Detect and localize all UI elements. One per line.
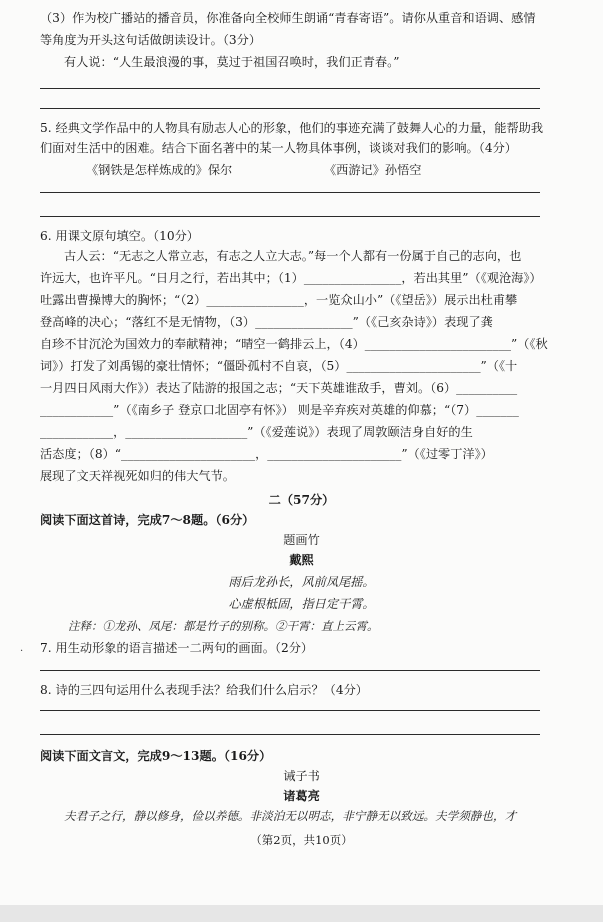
- q6-line: 吐露出曹操博大的胸怀；“（2）________________，一览众山小”（《望岳》）展示出杜甫攀: [40, 293, 518, 307]
- classical-text-line1: 夫君子之行，静以修身，俭以养德。非淡泊无以明志，非宁静无以致远。夫学须静也，才: [64, 809, 517, 823]
- answer-line: [40, 710, 540, 711]
- poem-note: 注释：①龙孙、凤尾：都是竹子的别称。②干霄：直上云霄。: [68, 619, 379, 633]
- section-title: 二（57分）: [268, 493, 335, 507]
- poem-author: 戴熙: [289, 553, 314, 567]
- q6-line: 一月四日风雨大作》）表达了陆游的报国之志；“天下英雄谁敌手，曹刘。（6）__________: [40, 381, 518, 395]
- q5-book2: 《西游记》孙悟空: [324, 163, 422, 177]
- q5-line1: 5. 经典文学作品中的人物具有励志人心的形象，他们的事迹充满了鼓舞人心的力量，能帮助我: [40, 121, 544, 135]
- q3-quote: 有人说：“人生最浪漫的事，莫过于祖国召唤时，我们正青春。”: [64, 55, 400, 69]
- poem-line2: 心虚根柢固，指日定干霄。: [228, 597, 375, 611]
- stray-mark: ·: [20, 646, 24, 657]
- poem-reading-intro: 阅读下面这首诗，完成7～8题。（6分）: [40, 513, 255, 527]
- q3-line2: 等角度为开头这句话做朗读设计。（3分）: [40, 33, 262, 47]
- q6-line: 许远大，也许平凡。“日月之行，若出其中；（1）________________，若出其里”（《观沧海》）: [40, 271, 542, 285]
- poem-line1: 雨后龙孙长，风前凤尾摇。: [228, 575, 375, 589]
- q6-line: 古人云：“无志之人常立志，有志之人立大志。”每一个人都有一份属于自己的志向，也: [64, 249, 522, 263]
- answer-line: [40, 108, 540, 109]
- classical-title: 诫子书: [283, 769, 320, 783]
- q6-line: 词》）打发了刘禹锡的豪壮情怀；“僵卧孤村不自哀，（5）______________________”（《十: [40, 359, 518, 373]
- answer-line: [40, 734, 540, 735]
- poem-title: 题画竹: [283, 533, 320, 547]
- answer-line: [40, 192, 540, 193]
- answer-line: [40, 670, 540, 671]
- q8: 8. 诗的三四句运用什么表现手法？给我们什么启示？（4分）: [40, 683, 368, 697]
- answer-line: [40, 88, 540, 89]
- q6-line: 登高峰的决心；“落红不是无情物，（3）________________”（《己亥杂诗》）表现了龚: [40, 315, 493, 329]
- page-footer: （第2页，共10页）: [250, 833, 353, 847]
- answer-line: [40, 216, 540, 217]
- q6-line: 展现了文天祥视死如归的伟大气节。: [40, 469, 235, 483]
- q7: 7. 用生动形象的语言描述一二两句的画面。（2分）: [40, 641, 314, 655]
- q6-line: ____________，____________________”（《爱莲说》）表现了周敦颐洁身自好的生: [40, 425, 473, 439]
- q3-line1: （3）作为校广播站的播音员，你准备向全校师生朗诵“青春寄语”。请你从重音和语调、感情: [40, 11, 536, 25]
- q5-book1: 《钢铁是怎样炼成的》保尔: [86, 163, 233, 177]
- q5-line2: 们面对生活中的困难。结合下面名著中的某一人物具体事例，谈谈对我们的影响。（4分）: [40, 141, 517, 155]
- q6-title: 6. 用课文原句填空。（10分）: [40, 229, 199, 243]
- viewer-bottom-bar: [0, 905, 603, 922]
- q6-line: 自珍不甘沉沦为国效力的奉献精神；“晴空一鹤排云上，（4）________________________”（《秋: [40, 337, 548, 351]
- classical-reading-intro: 阅读下面文言文，完成9～13题。（16分）: [40, 749, 272, 763]
- q6-line: ____________”（《南乡子 登京口北固亭有怀》） 则是辛弃疾对英雄的仰慕；“（7）_______: [40, 403, 519, 417]
- q6-line: 活态度；（8）“______________________，______________________”（《过零丁洋》）: [40, 447, 493, 461]
- classical-author: 诸葛亮: [283, 789, 320, 803]
